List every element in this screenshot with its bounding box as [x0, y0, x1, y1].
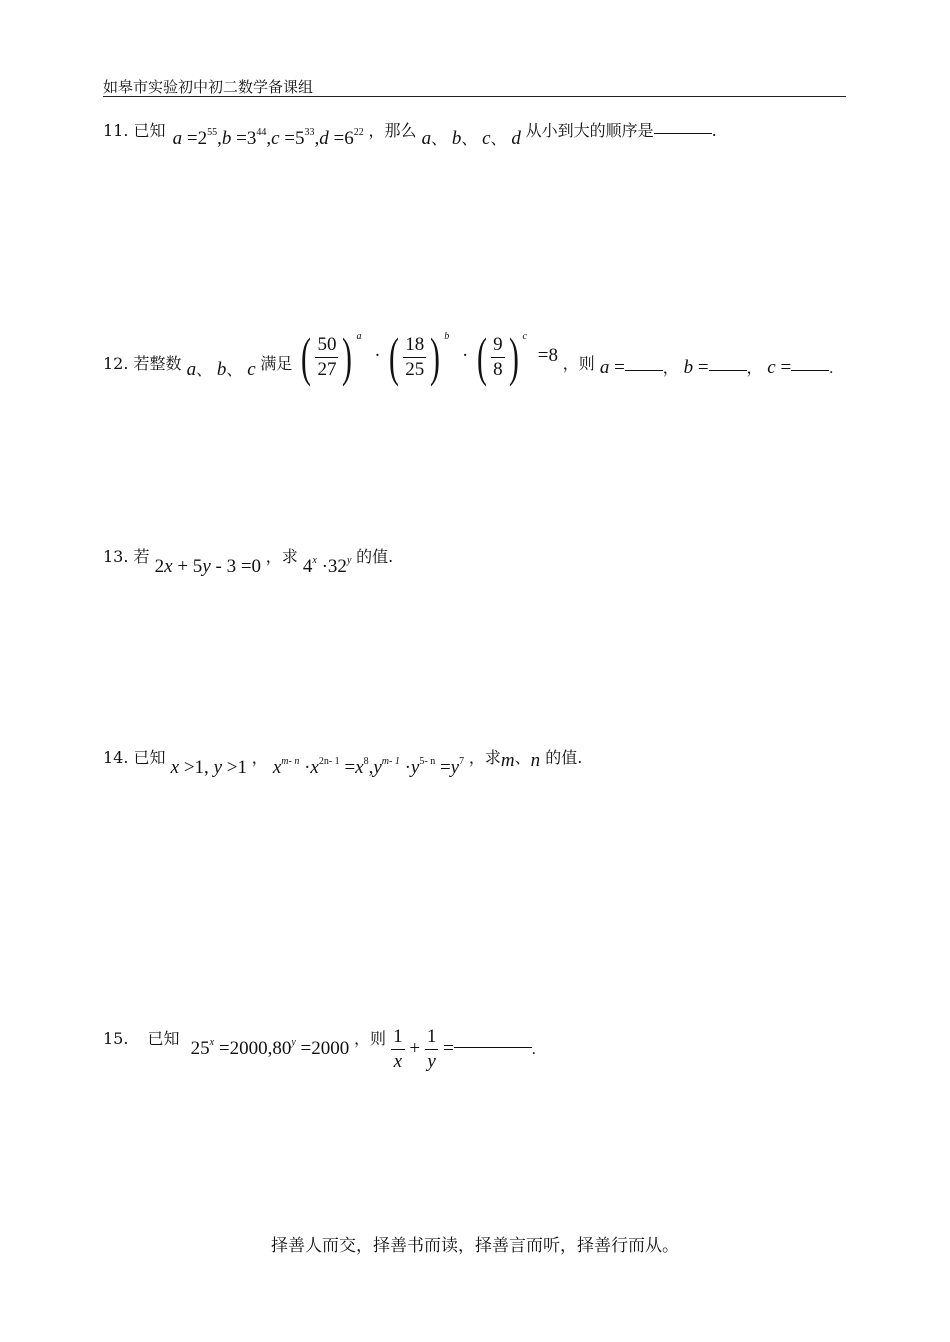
question-15: 15. 已知 $25^x =2000,80^y =2000$ ，则 $\frac{1}{x}$ + $\frac{1}{y}$ = . — [103, 1026, 536, 1072]
question-lead: 已知 — [133, 748, 166, 767]
condition-equation: ( $\frac{50}{27}$ ) $^a$ · ( $\frac{18}{25}$ ) $^b$ · ( $\frac{9}{8}$ ) $^c$ =8 — [297, 345, 562, 366]
question-lead: 已知 — [133, 121, 166, 140]
fraction-power-3: ( $\frac{9}{8}$ ) — [477, 327, 519, 387]
question-11: 11. 已知 $a =2^{55},b =3^{44},c =5^{33},d =6^{22}$ ，那么 a、 b、 c、 d 从小到大的顺序是 . — [103, 121, 717, 149]
question-lead: 已知 — [147, 1028, 180, 1048]
question-number: 14. — [103, 748, 129, 767]
question-lead: 若整数 — [133, 354, 182, 374]
variable-list: a、 b、 c — [186, 359, 256, 381]
fraction-power-2: ( $\frac{18}{25}$ ) — [389, 327, 441, 387]
given-expression: $a =2^{55},b =3^{44},c =5^{33},d =6^{22}$ — [172, 127, 364, 149]
question-number: 15. — [103, 1028, 129, 1048]
fraction-power-1: ( $\frac{50}{27}$ ) — [301, 327, 353, 387]
question-number: 12. — [103, 354, 129, 374]
given-equation: 2x + 5y - 3 =0 — [154, 556, 262, 577]
target-expression: $\frac{1}{x}$ + $\frac{1}{y}$ = . — [393, 1026, 536, 1072]
question-12: 12. 若整数 a、 b、 c 满足 ( $\frac{50}{27}$ ) $^a$ · ( $\frac{18}{25}$ ) $^b$ · ( $\frac{9}{8}$ ) $^c$ =8 ，则 a = ， b = ， c = . — [103, 327, 834, 387]
answer-blank-b[interactable] — [709, 369, 747, 371]
footer-motto: 择善人而交，择善书而读，择善言而听，择善行而从。 — [271, 1236, 679, 1256]
answer-blank-c[interactable] — [791, 369, 829, 371]
question-14: 14. 已知 x >1, y >1 ， $x^{m- n} \cdot x^{2n- 1} =x^8,y^{m- 1} \cdot y^{5- n} =y^7$ ，求m、n 的值. — [103, 748, 583, 778]
answer-blank[interactable] — [454, 1046, 532, 1048]
answer-blank-a[interactable] — [625, 369, 663, 371]
answers: a = ， b = ， c = . — [599, 357, 834, 379]
question-lead: 若 — [133, 547, 150, 566]
question-number: 13. — [103, 547, 129, 566]
given-conditions: x >1, y >1 — [170, 757, 247, 778]
answer-blank[interactable] — [654, 132, 712, 134]
target-expression: $4^x \cdot 32^y$ — [302, 555, 352, 577]
given-equations: $25^x =2000,80^y =2000$ — [190, 1036, 350, 1059]
header-text: 如皋市实验初中初二数学备课组 — [103, 78, 314, 96]
question-number: 11. — [103, 121, 129, 140]
page-footer — [0, 1231, 950, 1256]
variable-list: a、 b、 c、 d — [421, 128, 521, 149]
question-13: 13. 若 2x + 5y - 3 =0 ，求 $4^x \cdot 32^y$ 的值. — [103, 547, 394, 577]
page-header — [103, 76, 846, 97]
given-equations: $x^{m- n} \cdot x^{2n- 1} =x^8,y^{m- 1} \cdot y^{5- n} =y^7$ — [272, 756, 465, 778]
